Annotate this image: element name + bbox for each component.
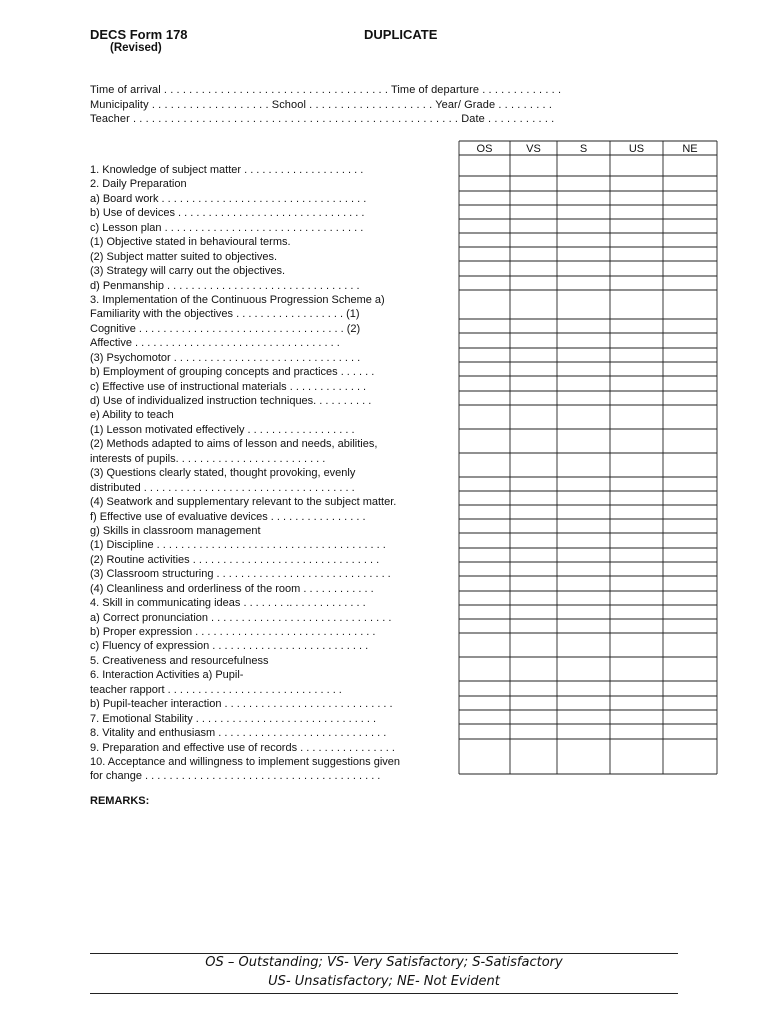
legend-line-2: US- Unsatisfactory; NE- Not Evident <box>268 974 500 989</box>
legend-bottom-rule <box>90 993 678 994</box>
criterion-item: d) Penmanship . . . . . . . . . . . . . . . . . . . . . . . . . . . . . . . . <box>90 279 360 292</box>
teacher-date-field[interactable]: Teacher . . . . . . . . . . . . . . . . . . . . . . . . . . . . . . . . . . . . . . . . . . . . . . . . . . . . Date . . . . . . . . . . . <box>90 113 555 125</box>
criterion-item: b) Proper expression . . . . . . . . . . . . . . . . . . . . . . . . . . . . . . <box>90 626 376 638</box>
rating-column-os: OS <box>476 143 493 155</box>
criterion-item: interests of pupils. . . . . . . . . . . . . . . . . . . . . . . . . <box>90 452 326 465</box>
arrival-departure-field[interactable]: Time of arrival . . . . . . . . . . . . . . . . . . . . . . . . . . . . . . . . . . . . Time of departure . . . . . . . . . . . . . <box>90 84 562 96</box>
criterion-item: (4) Seatwork and supplementary relevant to the subject matter. <box>90 496 397 509</box>
criterion-item: 8. Vitality and enthusiasm . . . . . . . . . . . . . . . . . . . . . . . . . . . . <box>90 727 387 740</box>
rating-column-us: US <box>628 143 645 155</box>
criterion-item: 9. Preparation and effective use of records . . . . . . . . . . . . . . . . <box>90 741 395 754</box>
criterion-item: teacher rapport . . . . . . . . . . . . . . . . . . . . . . . . . . . . . <box>90 683 342 696</box>
legend-line-1: OS – Outstanding; VS- Very Satisfactory; S-Satisfactory <box>205 955 563 970</box>
rating-column-vs: VS <box>526 143 541 155</box>
criterion-item: f) Effective use of evaluative devices . . . . . . . . . . . . . . . . <box>90 510 366 523</box>
criterion-item: (2) Subject matter suited to objectives. <box>90 250 278 263</box>
criterion-item: (3) Strategy will carry out the objectives. <box>90 265 286 278</box>
criterion-item: c) Effective use of instructional materials . . . . . . . . . . . . . <box>90 380 367 393</box>
criterion-item: (4) Cleanliness and orderliness of the room . . . . . . . . . . . . <box>90 582 374 595</box>
criterion-item: for change . . . . . . . . . . . . . . . . . . . . . . . . . . . . . . . . . . . . . . . <box>90 770 381 783</box>
criterion-item: 7. Emotional Stability . . . . . . . . . . . . . . . . . . . . . . . . . . . . . . <box>90 712 377 725</box>
remarks-label: REMARKS: <box>90 795 150 807</box>
criterion-item: 10. Acceptance and willingness to implement suggestions given <box>90 755 401 768</box>
legend-top-rule <box>90 953 678 954</box>
criterion-item: (1) Discipline . . . . . . . . . . . . . . . . . . . . . . . . . . . . . . . . . . . . . . <box>90 539 386 552</box>
criterion-item: c) Fluency of expression . . . . . . . . . . . . . . . . . . . . . . . . . . <box>90 640 369 653</box>
criterion-item: 5. Creativeness and resourcefulness <box>90 654 269 667</box>
criterion-item: e) Ability to teach <box>90 409 174 422</box>
criterion-item: 2. Daily Preparation <box>90 178 187 191</box>
criterion-item: (1) Lesson motivated effectively . . . . . . . . . . . . . . . . . . <box>90 423 355 436</box>
criterion-item: b) Pupil-teacher interaction . . . . . . . . . . . . . . . . . . . . . . . . . . . . <box>90 698 393 711</box>
criterion-item: a) Board work . . . . . . . . . . . . . . . . . . . . . . . . . . . . . . . . . . <box>90 192 367 205</box>
criterion-item: (2) Methods adapted to aims of lesson and needs, abilities, <box>90 438 378 451</box>
criterion-item: 3. Implementation of the Continuous Progression Scheme a) <box>90 293 385 306</box>
duplicate-label: DUPLICATE <box>364 27 438 42</box>
criterion-item: 4. Skill in communicating ideas . . . . . . . .. . . . . . . . . . . . . <box>90 597 366 610</box>
criterion-item: 6. Interaction Activities a) Pupil- <box>90 669 244 682</box>
rating-column-s: S <box>579 143 588 155</box>
rating-grid-lines <box>459 141 717 774</box>
criterion-item: a) Correct pronunciation . . . . . . . . . . . . . . . . . . . . . . . . . . . . . . <box>90 611 392 624</box>
criterion-item: d) Use of individualized instruction techniques. . . . . . . . . . <box>90 395 372 407</box>
criterion-item: Familiarity with the objectives . . . . . . . . . . . . . . . . . . (1) <box>90 308 360 321</box>
criterion-item: (3) Psychomotor . . . . . . . . . . . . . . . . . . . . . . . . . . . . . . . <box>90 351 361 364</box>
rating-column-ne: NE <box>682 143 698 155</box>
criterion-item: 1. Knowledge of subject matter . . . . . . . . . . . . . . . . . . . . <box>90 164 364 176</box>
criterion-item: Cognitive . . . . . . . . . . . . . . . . . . . . . . . . . . . . . . . . . . (2) <box>90 322 361 335</box>
criterion-item: distributed . . . . . . . . . . . . . . . . . . . . . . . . . . . . . . . . . . . <box>90 481 355 494</box>
criterion-item: (2) Routine activities . . . . . . . . . . . . . . . . . . . . . . . . . . . . . . . <box>90 553 380 566</box>
criterion-item: b) Use of devices . . . . . . . . . . . . . . . . . . . . . . . . . . . . . . . <box>90 207 365 220</box>
criterion-item: Affective . . . . . . . . . . . . . . . . . . . . . . . . . . . . . . . . . . <box>90 337 340 350</box>
criterion-item: g) Skills in classroom management <box>90 524 261 537</box>
municipality-school-grade-field[interactable]: Municipality . . . . . . . . . . . . . . . . . . . School . . . . . . . . . . . . . . . . . . . . Year/ Grade . . . . . . . . . <box>90 99 553 111</box>
criterion-item: (3) Classroom structuring . . . . . . . . . . . . . . . . . . . . . . . . . . . . . <box>90 568 391 581</box>
form-number: DECS Form 178 <box>90 27 188 42</box>
criterion-item: c) Lesson plan . . . . . . . . . . . . . . . . . . . . . . . . . . . . . . . . . <box>90 221 364 234</box>
criterion-item: b) Employment of grouping concepts and practices . . . . . . <box>90 366 375 379</box>
criterion-item: (3) Questions clearly stated, thought provoking, evenly <box>90 467 356 480</box>
criterion-item: (1) Objective stated in behavioural terms. <box>90 236 291 249</box>
form-revised-label: (Revised) <box>110 42 162 54</box>
